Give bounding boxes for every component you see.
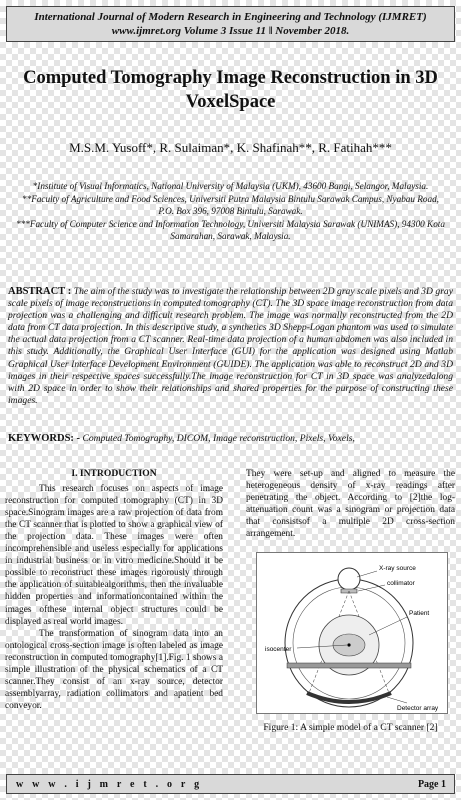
- affiliation-1: *Institute of Visual Informatics, National University of Malaysia (UKM), 43600 Bangi, Selangor, Malaysia.: [32, 181, 429, 191]
- label-isocenter: isocenter: [265, 646, 292, 653]
- patient-bed: [287, 663, 411, 668]
- author-list: M.S.M. Yusoff*, R. Sulaiman*, K. Shafinah**, R. Fatihah***: [69, 140, 392, 155]
- intro-paragraph-1: This research focuses on aspects of image reconstruction for computed tomography (CT) in 3D space.Sinogram images are a raw projection of data from the CT scanner that is plotted to show a graphical view of the projection data. These images were often incomprehensible and useless especially for applications in industrial business or in vitro medicine.Should it be possible to reconstruct these images rigorously through the application of suitablealgorithms, then the invaluable hidden properties and informationcontained within the images ofthese internal object structures could be displayed as real world images.: [5, 484, 223, 627]
- xray-source-tube: [338, 568, 360, 590]
- keywords: [8, 433, 453, 444]
- right-paragraph: They were set-up and aligned to measure the heterogeneous density of x-ray readings after penetrating the object. According to [2]the log-attenuation count was a sinogram or projection data that consistsof a multiple 2D cross-section arrangement.: [246, 469, 455, 540]
- section-heading: I. INTRODUCTION: [71, 468, 157, 479]
- affiliation-3: ***Faculty of Computer Science and Information Technology, Universiti Malaysia Sarawak (UNIMAS), 94300 Kota Samarahan, Sarawak, Malaysia.: [16, 218, 445, 241]
- label-patient: Patient: [409, 610, 430, 617]
- isocenter-dot: [347, 643, 350, 646]
- affiliation-2: **Faculty of Agriculture and Food Sciences, Universiti Putra Malaysia Bintulu Sarawak Campus, Nyabau Road, P.O. Box 396, 97008 Bintulu, Sarawak.: [22, 193, 439, 216]
- paper-title: Computed Tomography Image Reconstruction in 3D VoxelSpace: [23, 68, 438, 112]
- label-detector-array: Detector array: [397, 705, 439, 712]
- page-number: Page 1: [417, 779, 446, 790]
- detector-array-arc: [307, 693, 391, 702]
- label-collimator: collimator: [387, 580, 415, 587]
- ct-scanner-diagram: [257, 553, 447, 713]
- footer-website: w w w . i j m r e t . o r g: [16, 779, 203, 790]
- figure-caption: Figure 1: A simple model of a CT scanner [2]: [263, 722, 438, 733]
- intro-paragraph-2: The transformation of sinogram data into an ontological cross-section image is often labeled as image reconstruction in computed tomography[1].Fig. 1 shows a simple illustration of the physical schematics of a CT scanner.They consist of an x-ray source, detector assemblyarray, radiation collimators and apatient bed conveyor.: [5, 628, 223, 711]
- keywords-label: KEYWORDS: -: [8, 433, 81, 444]
- left-column: [5, 468, 223, 712]
- keywords-text: Computed Tomography, DICOM, Image reconstruction, Pixels, Voxels,: [82, 433, 355, 444]
- ct-scanner-figure: [256, 552, 448, 714]
- abstract: [8, 286, 453, 407]
- page-footer: [6, 774, 455, 794]
- journal-header: [6, 6, 455, 42]
- journal-issue: www.ijmret.org Volume 3 Issue 11 ǁ November 2018.: [111, 25, 350, 37]
- journal-name: International Journal of Modern Research in Engineering and Technology (IJMRET): [34, 11, 427, 23]
- right-column: [246, 468, 455, 540]
- abstract-text: The aim of the study was to investigate the relationship between 2D gray scale pixels and 3D gray scale pixels of image reconstructions in computed tomography (CT). The 3D space image reconstruction from data projection was a challenging and difficult research problem. The image was normally reconstructed from the 2D data from CT data projection. In this descriptive study, a synthetics 3D Shepp-Logan phantom was used to simulate the actual data projection from a CT scanner. Real-time data projection of a human abdomen was also included in this study. Additionally, the Graphical User Interface (GUI) for the application was designed using Matlab Graphical User Interface Development Environment (GUIDE). The application was able to reconstruct 2D and 3D images in their respective spaces successfully.The image reconstruction for CT in 3D space was analyzedalong with 2D space in order to show their relationships and shared properties for the purpose of constructing these images.: [8, 286, 453, 406]
- abstract-label: ABSTRACT :: [8, 286, 72, 297]
- label-xray-source: X-ray source: [379, 565, 416, 572]
- affiliations: [14, 180, 447, 243]
